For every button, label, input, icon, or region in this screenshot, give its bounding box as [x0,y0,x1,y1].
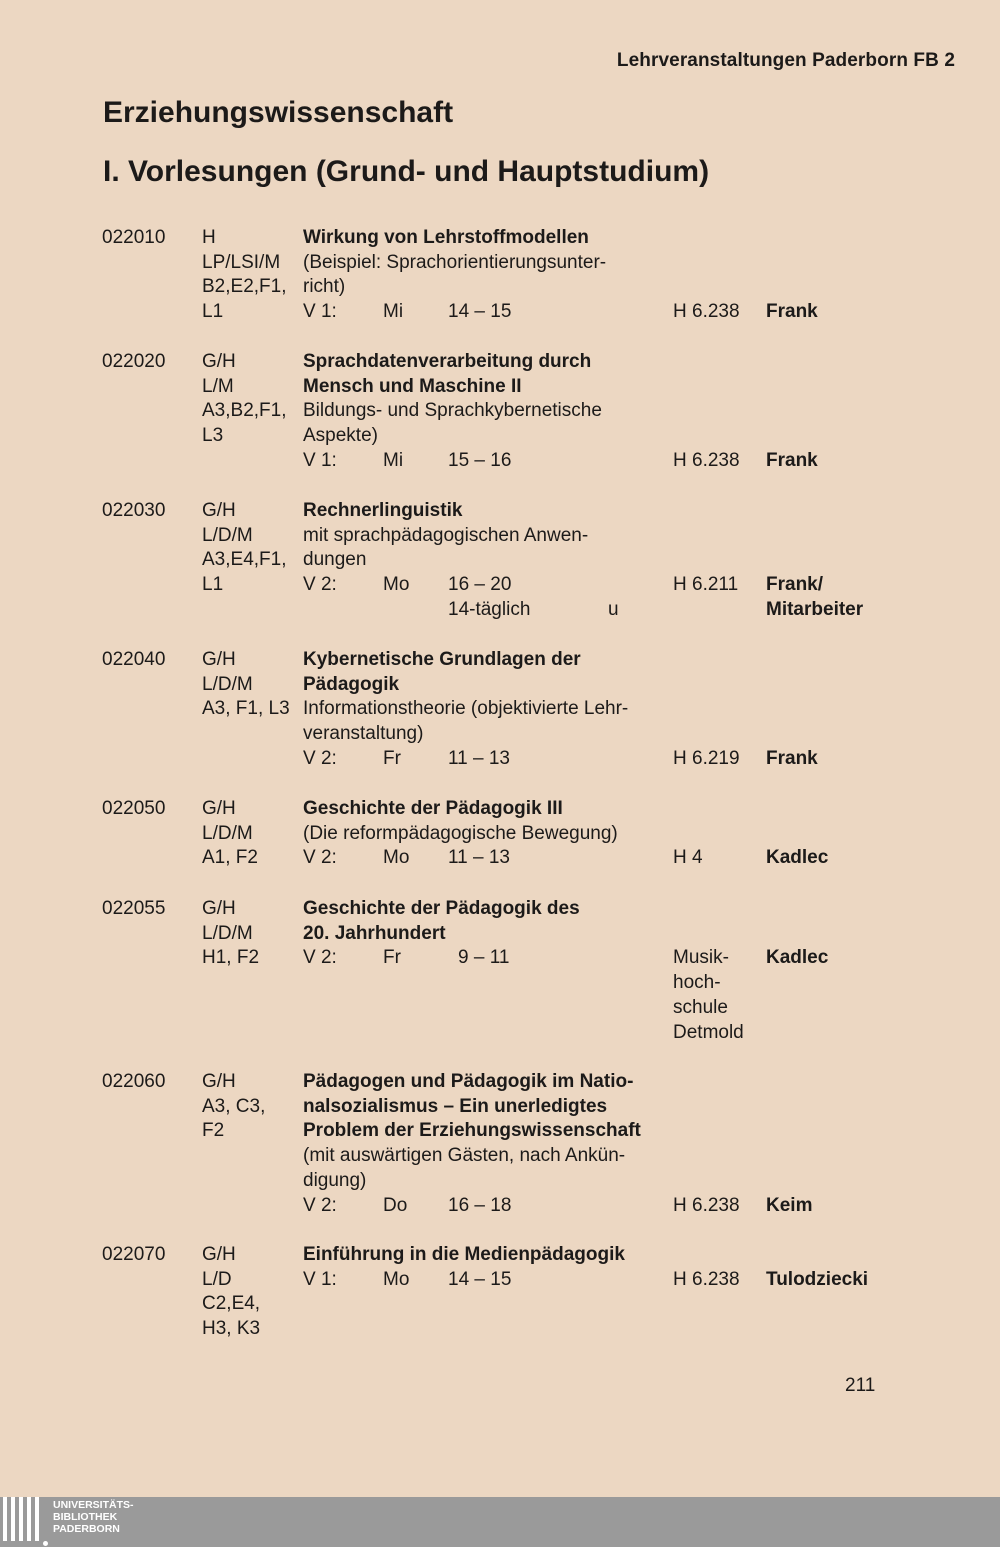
page-number: 211 [845,1375,876,1396]
course-day: Fr [383,947,401,969]
course-title: 20. Jahrhundert [303,922,446,944]
course-lecturer: Frank [766,747,818,769]
course-title: nalsozialismus – Ein unerledigtes [303,1095,608,1117]
library-name-line: UNIVERSITÄTS- [53,1499,134,1511]
library-name-line: BIBLIOTHEK [53,1511,118,1523]
course-frequency: 14-täglich [448,598,531,620]
course-lecturer: Tulodziecki [766,1268,869,1290]
course-description: (Beispiel: Sprachorientierungsunter- [303,251,607,273]
course-time: 11 – 13 [448,847,510,869]
course-room: H 6.238 [673,1194,740,1216]
course-code: L3 [202,425,224,447]
course-code: H [202,227,216,248]
course-number: 022060 [102,1071,166,1092]
course-code: A3, C3, [202,1095,266,1117]
course-lecturer: Frank [766,449,818,471]
page-title: Erziehungswissenschaft [103,96,454,129]
course-title: Pädagogik [303,673,400,695]
course-code: A1, F2 [202,847,258,869]
course-type: V 2: [303,947,337,969]
course-lecturer: Kadlec [766,847,829,869]
course-code: G/H [202,1244,236,1265]
course-title: Rechnerlinguistik [303,500,463,521]
course-title: Problem der Erziehungswissenschaft [303,1120,641,1142]
course-type: V 1: [303,301,337,323]
course-description: (Die reformpädagogische Bewegung) [303,822,618,844]
course-description: richt) [303,276,346,298]
course-code: L1 [202,301,224,323]
library-name-line: PADERBORN [53,1523,120,1535]
course-title: Einführung in die Medienpädagogik [303,1244,625,1265]
course-type: V 1: [303,449,337,471]
course-number: 022030 [102,500,166,521]
course-room: hoch- [673,972,721,994]
course-time: 16 – 18 [448,1194,512,1216]
course-code: H1, F2 [202,947,260,969]
course-code: G/H [202,798,236,819]
course-lecturer: Kadlec [766,947,829,969]
course-flag: u [608,598,619,620]
course-code: L/D/M [202,922,253,944]
course-type: V 2: [303,847,337,869]
section-title: I. Vorlesungen (Grund- und Hauptstudium) [103,155,710,188]
course-room: H 6.238 [673,1268,740,1290]
course-lecturer: Keim [766,1194,813,1216]
course-code: A3,E4,F1, [202,549,287,571]
course-description: Aspekte) [303,425,378,447]
course-room: H 6.219 [673,747,740,769]
course-code: G/H [202,1071,236,1092]
course-title: Sprachdatenverarbeitung durch [303,351,592,372]
course-code: LP/LSI/M [202,251,281,273]
course-number: 022040 [102,649,166,670]
course-type: V 1: [303,1268,337,1290]
course-code: C2,E4, [202,1293,261,1315]
course-room: H 6.211 [673,574,739,596]
course-day: Mo [383,574,410,596]
course-description: mit sprachpädagogischen Anwen- [303,524,589,546]
course-number: 022050 [102,798,166,819]
course-time: 16 – 20 [448,574,512,596]
course-description: (mit auswärtigen Gästen, nach Ankün- [303,1145,626,1167]
course-title: Pädagogen und Pädagogik im Natio- [303,1071,634,1092]
course-code: L1 [202,574,224,596]
course-code: G/H [202,351,236,372]
course-code: L/D/M [202,673,253,695]
library-footer [0,1497,1000,1547]
course-time: 11 – 13 [448,747,510,769]
course-code: H3, K3 [202,1318,261,1340]
course-time: 9 – 11 [458,947,510,969]
course-lecturer: Frank [766,301,818,323]
course-description: digung) [303,1169,367,1191]
library-name [53,1499,134,1535]
course-title: Geschichte der Pädagogik III [303,798,563,819]
course-code: A3,B2,F1, [202,400,287,422]
course-code: L/M [202,375,234,397]
course-number: 022020 [102,351,166,372]
course-day: Mi [383,449,404,471]
course-code: B2,E2,F1, [202,276,287,298]
course-code: F2 [202,1120,225,1142]
course-type: V 2: [303,1194,337,1216]
course-title: Geschichte der Pädagogik des [303,898,580,919]
course-day: Mo [383,1268,410,1290]
course-code: A3, F1, L3 [202,698,290,720]
course-code: G/H [202,649,236,670]
course-code: G/H [202,500,236,521]
course-code: L/D/M [202,822,253,844]
course-description: veranstaltung) [303,723,424,745]
course-code: G/H [202,898,236,919]
course-lecturer: Frank/ [766,574,824,596]
course-code: L/D/M [202,524,253,546]
course-room: H 6.238 [673,449,740,471]
course-time: 14 – 15 [448,301,512,323]
course-number: 022070 [102,1244,166,1265]
course-time: 14 – 15 [448,1268,512,1290]
course-day: Fr [383,747,401,769]
library-logo-icon [0,1497,50,1547]
course-day: Mo [383,847,410,869]
course-description: Bildungs- und Sprachkybernetische [303,400,602,422]
course-day: Do [383,1194,408,1216]
course-number: 022055 [102,898,166,919]
course-day: Mi [383,301,404,323]
course-room: Musik- [673,947,729,969]
course-number: 022010 [102,227,166,248]
course-type: V 2: [303,747,337,769]
course-title: Mensch und Maschine II [303,375,522,397]
course-description: Informationstheorie (objektivierte Lehr- [303,698,629,720]
course-lecturer: Mitarbeiter [766,598,864,620]
course-room: H 4 [673,847,703,869]
course-room: Detmold [673,1021,744,1043]
course-title: Kybernetische Grundlagen der [303,649,581,670]
running-head: Lehrveranstaltungen Paderborn FB 2 [616,50,955,71]
course-time: 15 – 16 [448,449,512,471]
course-description: dungen [303,549,367,571]
course-code: L/D [202,1268,232,1290]
course-room: H 6.238 [673,301,740,323]
course-title: Wirkung von Lehrstoffmodellen [303,227,589,248]
course-type: V 2: [303,574,337,596]
course-room: schule [673,996,728,1018]
